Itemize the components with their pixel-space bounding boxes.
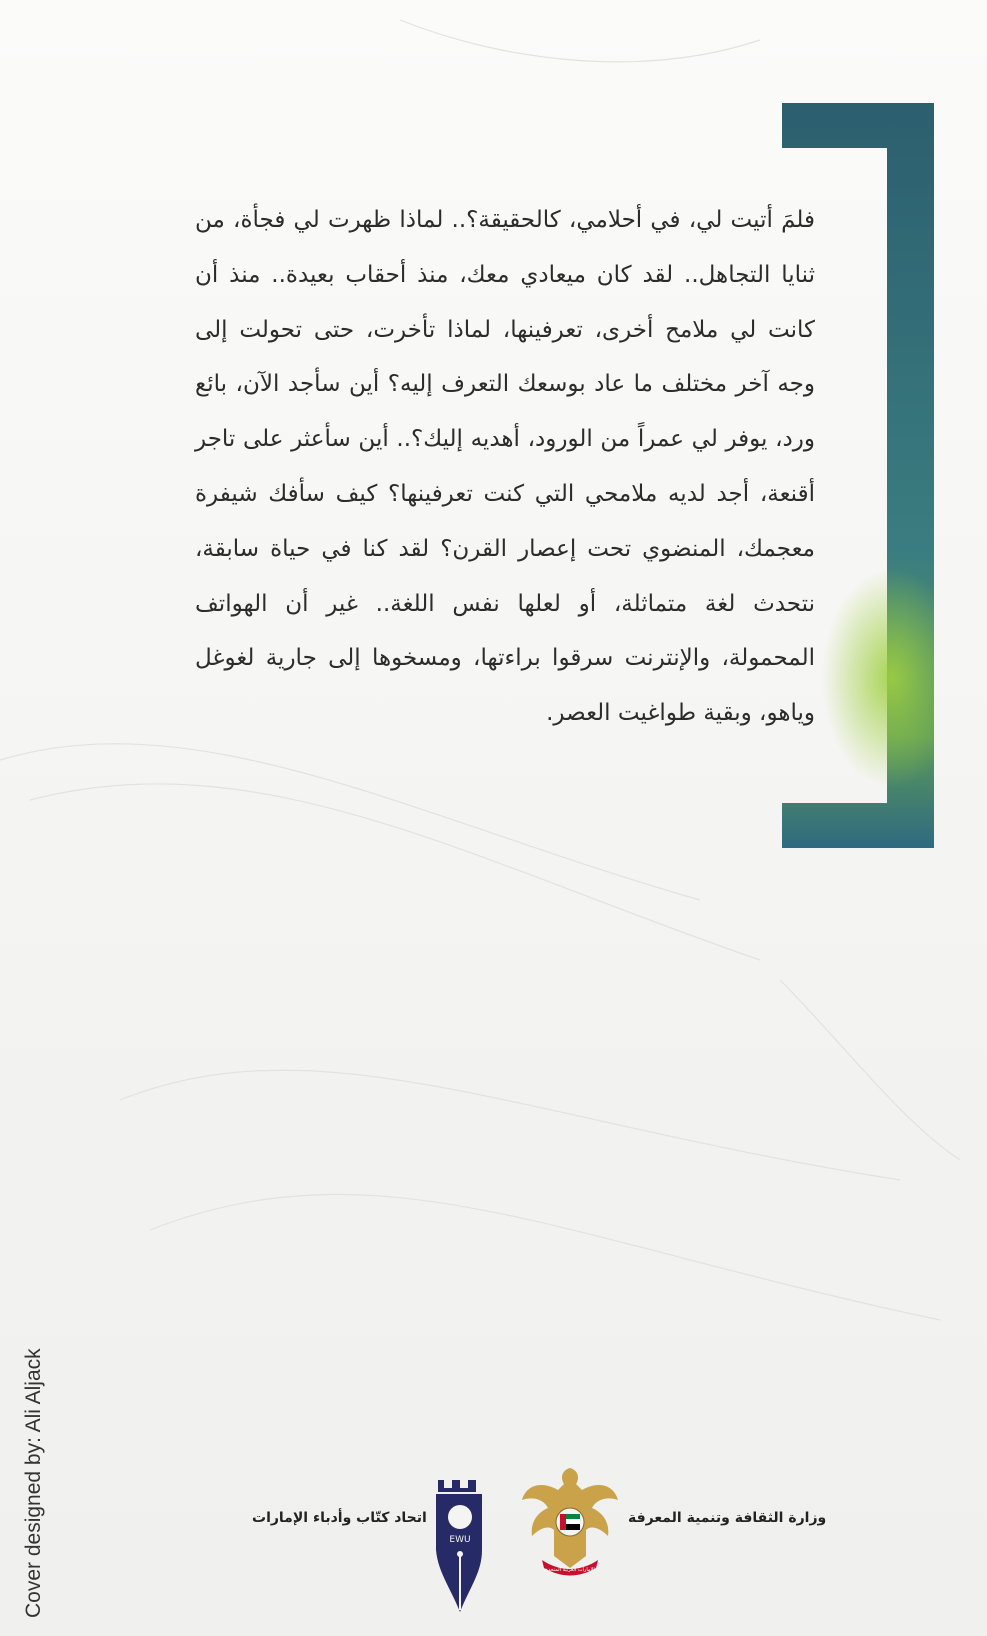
publisher-footer bbox=[230, 1460, 827, 1630]
uae-eagle-emblem-icon bbox=[520, 1460, 620, 1580]
svg-text:EWU: EWU bbox=[449, 1535, 471, 1545]
ewu-pen-logo-icon bbox=[430, 1462, 490, 1622]
ewu-label: اتحاد كتّاب وأدباء الإمارات bbox=[252, 1510, 427, 1526]
svg-text:الإمارات العربية المتحدة: الإمارات العربية المتحدة bbox=[545, 1567, 595, 1573]
cover-designer-credit: Cover designed by: Ali Aljack bbox=[22, 1348, 45, 1618]
blurb-text: فلمَ أتيت لي، في أحلامي، كالحقيقة؟.. لماذا ظهرت لي فجأة، من ثنايا التجاهل.. لقد كان ميعادي معك، منذ أحقاب بعيدة.. منذ أن كانت لي ملامح أخرى، تعرفينها، لماذا تأخرت، حتى تحولت إلى وجه آخر مختلف ما عاد بوسعك التعرف إليه؟ أين سأجد الآن، بائع ورد، يوفر لي عمراً من الورود، أهديه إليك؟.. أين سأعثر على تاجر أقنعة، أجد لديه ملامحي التي كنت تعرفينها؟ كيف سأفك شيفرة معجمك، المنضوي تحت إعصار القرن؟ لقد كنا في حياة سابقة، نتحدث لغة متماثلة، أو لعلها نفس اللغة.. غير أن الهواتف المحمولة، والإنترنت سرقوا براءتها، ومسخوها إلى جارية لغوغل وياهو، وبقية طواغيت العصر. bbox=[195, 207, 815, 727]
ministry-label: وزارة الثقافة وتنمية المعرفة bbox=[628, 1510, 827, 1526]
